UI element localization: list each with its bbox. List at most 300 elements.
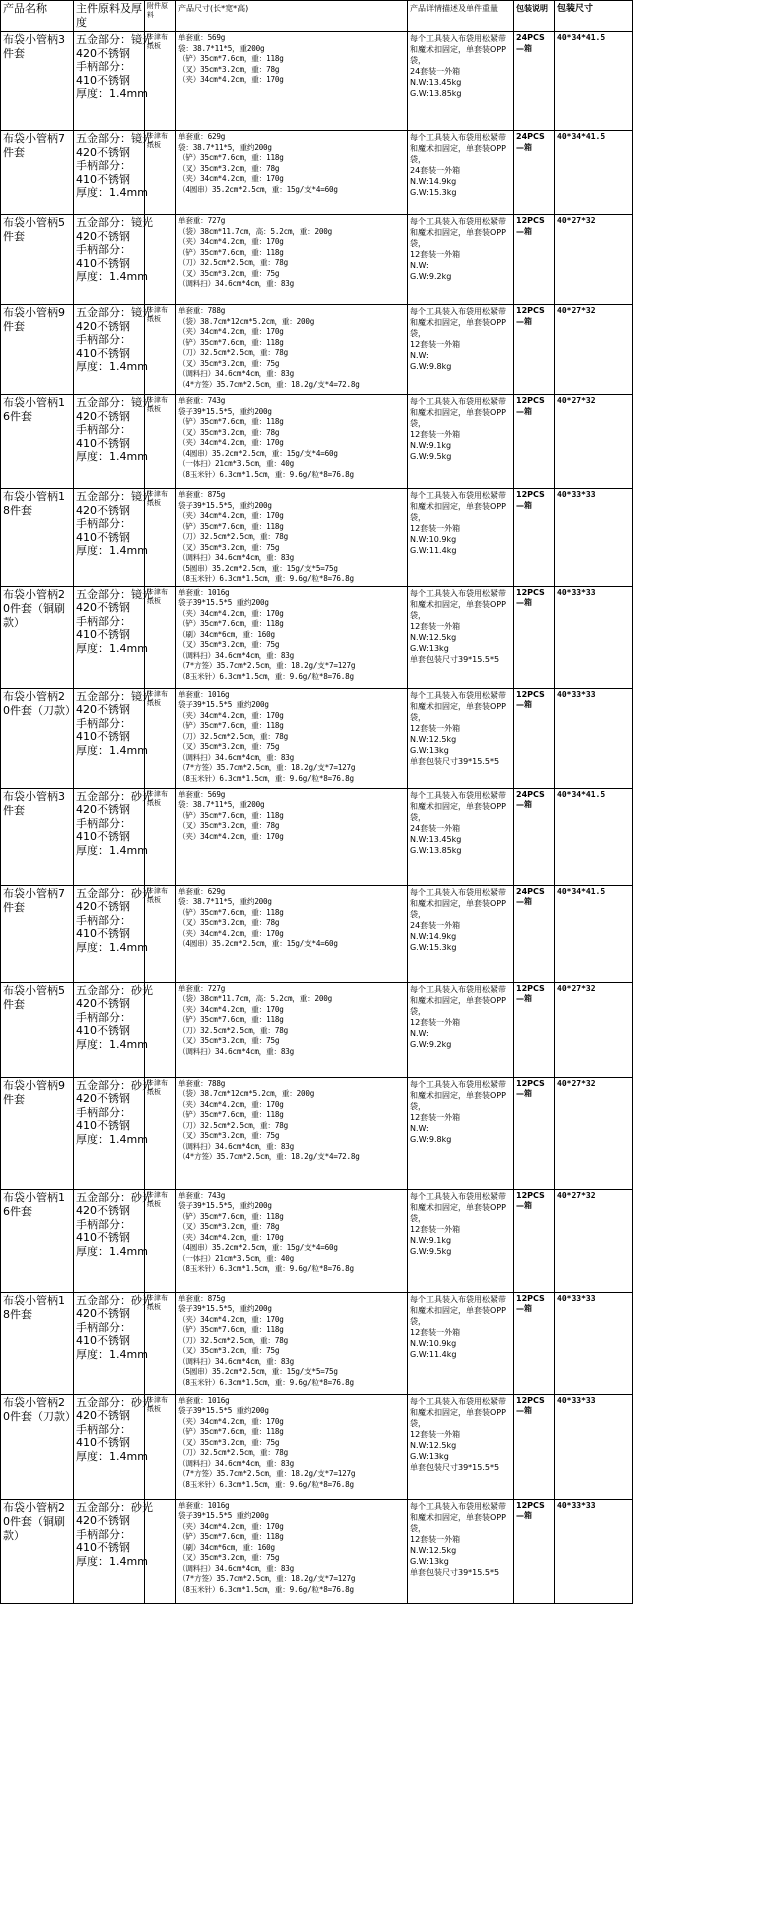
description-cell [408,1499,514,1603]
description-line: 单套包装尺寸39*15.5*5 [410,756,500,766]
material-line: 410不锈钢 [76,73,130,87]
description-line: 12套装一外箱 [410,723,461,733]
product-name: 布袋小管柄20件套（铜刷款） [3,1500,65,1542]
description-cell [408,982,514,1077]
material-cell [74,305,153,395]
carton-dimensions: 40*27*32 [557,1078,596,1088]
size-line: （叉）35cm*3.2cm，重：75g [178,268,280,278]
size-line: 袋子39*15.5*5，重约200g [178,1304,272,1313]
size-line: （铲）35cm*7.6cm，重：118g [178,521,284,531]
material-line: 厚度：1.4mm [76,641,148,655]
material-line: 420不锈钢 [76,601,130,614]
description-cell [408,32,514,131]
product-name-cell [1,215,74,305]
size-line: （铲）35cm*7.6cm，重：118g [178,54,284,63]
header-accessory: 附件原料 [145,1,176,32]
table-row [1,395,633,489]
size-line: （5圆串）35.2cm*2.5cm，重：15g/支*5=75g [178,1367,338,1376]
table-body [1,32,633,1604]
description-line: N.W:13.45kg [410,78,462,87]
size-line: 袋子39*15.5*5，重约200g [178,1201,272,1210]
description-line: 12套装一外箱 [410,1112,461,1122]
size-line: 袋子39*15.5*5 重约200g [178,700,269,709]
description-line: G.W:13.85kg [410,89,462,98]
size-line: （调料扫）34.6cm*4cm，重：83g [178,1141,294,1151]
material-line: 厚度：1.4mm [76,1347,148,1361]
size-line: （刀）32.5cm*2.5cm，重：78g [178,1120,288,1130]
carton-size-cell [555,1189,633,1292]
material-line: 五金部分：镜光 [76,689,153,703]
material-line: 410不锈钢 [76,1334,130,1347]
table-row [1,305,633,395]
description-line: 12套装一外箱 [410,1534,461,1544]
material-line: 手柄部分： [76,1105,131,1119]
product-name-cell [1,586,74,688]
size-line: 袋：38.7*11*5，重约200g [178,142,272,152]
material-line: 厚度：1.4mm [76,1449,148,1463]
accessory-cell [145,489,176,587]
material-line: 410不锈钢 [76,730,130,743]
carton-size-cell [555,586,633,688]
carton-dimensions: 40*27*32 [557,216,596,225]
product-name-cell [1,305,74,395]
size-line: （7*方签）35.7cm*2.5cm，重：18.2g/支*7=127g [178,1574,356,1583]
material-line: 手柄部分： [76,159,131,172]
product-name: 布袋小管柄7件套 [3,132,65,159]
carton-size-cell [555,885,633,982]
size-line: （叉）35cm*3.2cm，重：75g [178,542,280,552]
description-line: G.W:13.85kg [410,845,462,855]
size-line: 单套重：1016g [178,1395,230,1405]
material-line: 410不锈钢 [76,256,130,270]
description-line: G.W:13kg [410,1451,449,1461]
size-cell [176,305,408,395]
carton-size-cell [555,1499,633,1603]
description-line: 12套装一外箱 [410,430,461,439]
product-name-cell [1,788,74,885]
size-line: （铲）35cm*7.6cm，重：118g [178,1015,284,1024]
description-line: G.W:11.4kg [410,1349,457,1359]
table-row [1,1077,633,1189]
size-line: （铲）35cm*7.6cm，重：118g [178,417,284,426]
material-line: 手柄部分： [76,1217,131,1231]
material-cell [74,395,153,489]
accessory-material: 牛津布纸板 [147,1190,168,1208]
accessory-cell [145,131,176,215]
size-line: （夹）34cm*4.2cm，重：170g [178,710,284,720]
size-line: （袋）38.7cm*12cm*5.2cm，重：200g [178,316,315,326]
table-row [1,885,633,982]
size-line: （铲）35cm*7.6cm，重：118g [178,1325,284,1334]
packing-cell [514,586,555,688]
material-cell [74,688,153,788]
size-line: 单套重：743g [178,396,226,405]
description-cell [408,885,514,982]
material-cell [74,586,153,688]
material-cell [74,982,153,1077]
material-line: 厚度：1.4mm [76,1554,148,1568]
material-line: 420不锈钢 [76,803,130,816]
material-line: 420不锈钢 [76,229,130,243]
description-cell [408,305,514,395]
size-line: （叉）35cm*3.2cm，重：78g [178,64,280,74]
size-line: （叉）35cm*3.2cm，重：75g [178,1553,280,1562]
size-line: （叉）35cm*3.2cm，重：78g [178,821,280,830]
size-line: （一体扫）21cm*3.5cm，重：40g [178,459,294,468]
size-line: （叉）35cm*3.2cm，重：78g [178,1222,280,1231]
description-line: 12套装一外箱 [410,1224,461,1234]
material-line: 厚度：1.4mm [76,450,148,463]
size-cell [176,395,408,489]
size-line: 单套重：788g [178,306,226,315]
size-line: （袋）38.7cm*12cm*5.2cm，重：200g [178,1089,315,1098]
material-line: 420不锈钢 [76,1307,130,1320]
material-line: 厚度：1.4mm [76,270,148,283]
table-row [1,32,633,131]
product-name: 布袋小管柄20件套（刀款） [3,1395,76,1423]
material-cell [74,1077,153,1189]
table-row [1,1292,633,1394]
size-line: （调料扫）34.6cm*4cm，重：83g [178,279,294,288]
size-cell [176,1077,408,1189]
material-cell [74,788,153,885]
accessory-material: 牛津布纸板 [147,490,168,507]
description-line: 每个工具装入布袋用松紧带和魔术扣固定，单套装OPP袋， [410,887,506,919]
product-name: 布袋小管柄9件套 [3,306,65,333]
description-line: 24套装一外箱 [410,920,461,930]
size-line: 单套重：569g [178,789,226,799]
accessory-cell [145,788,176,885]
size-cell [176,131,408,215]
description-line: G.W:15.3kg [410,942,457,952]
size-line: （铲）35cm*7.6cm，重：118g [178,153,284,162]
carton-size-cell [555,215,633,305]
product-name-cell [1,1292,74,1394]
description-cell [408,489,514,587]
size-line: （夹）34cm*4.2cm，重：170g [178,511,284,520]
size-line: （调料扫）34.6cm*4cm，重：83g [178,1458,294,1468]
size-cell [176,788,408,885]
carton-dimensions: 40*34*41.5 [557,132,606,141]
product-name: 布袋小管柄18件套 [3,1293,65,1321]
description-line: 每个工具装入布袋用松紧带和魔术扣固定，单套装OPP袋， [410,588,506,620]
packing-quantity: 12PCS—箱 [516,216,545,236]
size-line: （夹）34cm*4.2cm，重：170g [178,831,284,841]
size-line: （调料扫）34.6cm*4cm，重：83g [178,1563,294,1573]
product-name-cell [1,1499,74,1603]
description-line: G.W:15.3kg [410,188,457,197]
product-name: 布袋小管柄5件套 [3,983,65,1011]
size-line: （袋）38cm*11.7cm，高：5.2cm，重：200g [178,226,332,236]
size-line: （调料扫）34.6cm*4cm，重：83g [178,553,294,562]
size-line: （8玉米针）6.3cm*1.5cm，重：9.6g/粒*8=76.8g [178,1377,354,1387]
size-line: （刀）32.5cm*2.5cm，重：78g [178,731,288,741]
size-line: （叉）35cm*3.2cm，重：75g [178,1036,280,1045]
material-cell [74,32,153,131]
description-line: 每个工具装入布袋用松紧带和魔术扣固定，单套装OPP袋， [410,307,506,338]
description-line: 单套包装尺寸39*15.5*5 [410,654,500,664]
description-line: 每个工具装入布袋用松紧带和魔术扣固定，单套装OPP袋， [410,1294,506,1326]
material-line: 五金部分：镜光 [76,587,153,601]
material-line: 手柄部分： [76,913,131,927]
packing-cell [514,885,555,982]
size-line: （夹）34cm*4.2cm，重：170g [178,237,284,246]
material-line: 五金部分：镜光 [76,216,153,229]
material-line: 厚度：1.4mm [76,186,148,199]
description-line: 每个工具装入布袋用松紧带和魔术扣固定，单套装OPP袋， [410,1501,506,1533]
table-row [1,215,633,305]
packing-cell [514,305,555,395]
material-line: 五金部分：砂光 [76,1293,153,1307]
carton-dimensions: 40*33*33 [557,587,596,597]
product-name-cell [1,982,74,1077]
material-line: 五金部分：砂光 [76,1500,153,1514]
carton-size-cell [555,1292,633,1394]
size-line: 单套重：1016g [178,689,230,699]
size-line: （夹）34cm*4.2cm，重：170g [178,1232,284,1242]
table-row [1,788,633,885]
material-line: 五金部分：砂光 [76,1078,153,1092]
material-line: 420不锈钢 [76,900,130,913]
product-name: 布袋小管柄3件套 [3,789,65,817]
description-line: G.W:13kg [410,643,449,653]
packing-cell [514,32,555,131]
carton-dimensions: 40*33*33 [557,1395,596,1405]
size-line: 单套重：875g [178,1293,226,1303]
accessory-material: 牛津布纸板 [147,306,168,323]
material-line: 410不锈钢 [76,927,130,940]
size-line: 袋子39*15.5*5，重约200g [178,500,272,510]
size-line: （4*方签）35.7cm*2.5cm，重：18.2g/支*4=72.8g [178,379,360,389]
description-cell [408,1292,514,1394]
description-line: 每个工具装入布袋用松紧带和魔术扣固定，单套装OPP袋， [410,1396,506,1428]
packing-quantity: 12PCS—箱 [516,490,545,510]
product-name-cell [1,1189,74,1292]
material-line: 厚度：1.4mm [76,743,148,757]
size-line: （叉）35cm*3.2cm，重：75g [178,640,280,649]
size-line: 袋：38.7*11*5，重约200g [178,897,272,906]
size-line: （调料扫）34.6cm*4cm，重：83g [178,1356,294,1366]
description-line: N.W: [410,1123,429,1133]
size-line: （袋）38cm*11.7cm，高：5.2cm，重：200g [178,994,332,1003]
description-line: G.W:9.5kg [410,1246,452,1256]
size-line: 袋子39*15.5*5，重约200g [178,406,272,416]
size-line: 单套重：569g [178,33,226,42]
accessory-material: 牛津布纸板 [147,587,168,605]
description-line: N.W: [410,261,429,270]
description-line: 24套装一外箱 [410,166,461,175]
description-line: G.W:9.8kg [410,1134,452,1144]
packing-cell [514,1189,555,1292]
size-line: （叉）35cm*3.2cm，重：75g [178,1437,280,1447]
size-line: （叉）35cm*3.2cm，重：78g [178,163,280,173]
size-line: （铲）35cm*7.6cm，重：118g [178,337,284,347]
product-name-cell [1,885,74,982]
accessory-cell [145,32,176,131]
carton-dimensions: 40*33*33 [557,689,596,699]
description-line: 12套装一外箱 [410,1327,461,1337]
size-line: （8玉米针）6.3cm*1.5cm，重：9.6g/粒*8=76.8g [178,1479,354,1489]
material-line: 手柄部分： [76,243,131,256]
size-line: （铲）35cm*7.6cm，重：118g [178,907,284,917]
carton-size-cell [555,688,633,788]
size-line: （刀）32.5cm*2.5cm，重：78g [178,532,288,541]
size-line: （8玉米针）6.3cm*1.5cm，重：9.6g/粒*8=76.8g [178,574,354,583]
material-line: 420不锈钢 [76,1092,130,1105]
carton-dimensions: 40*33*33 [557,490,596,499]
material-cell [74,885,153,982]
material-line: 410不锈钢 [76,628,130,641]
material-line: 420不锈钢 [76,1204,130,1217]
size-line: （7*方签）35.7cm*2.5cm，重：18.2g/支*7=127g [178,661,356,670]
description-line: G.W:11.4kg [410,546,457,555]
material-line: 手柄部分： [76,614,131,628]
accessory-material: 牛津布纸板 [147,886,168,904]
table-row [1,489,633,587]
size-cell [176,885,408,982]
accessory-cell [145,395,176,489]
product-name: 布袋小管柄7件套 [3,886,65,914]
description-line: N.W:14.9kg [410,177,457,186]
description-cell [408,688,514,788]
size-line: 单套重：875g [178,490,226,499]
size-line: （8玉米针）6.3cm*1.5cm，重：9.6g/粒*8=76.8g [178,1264,354,1273]
size-line: 袋子39*15.5*5 重约200g [178,1406,269,1415]
size-line: 袋：38.7*11*5，重200g [178,43,265,53]
size-line: （夹）34cm*4.2cm，重：170g [178,608,284,618]
carton-size-cell [555,395,633,489]
material-line: 410不锈钢 [76,530,130,544]
material-line: 五金部分：砂光 [76,1395,153,1409]
size-line: 袋子39*15.5*5 重约200g [178,598,269,607]
material-line: 五金部分：砂光 [76,886,153,900]
size-line: 袋：38.7*11*5，重200g [178,800,265,809]
size-line: （刷）34cm*6cm，重：160g [178,629,275,639]
description-line: G.W:9.8kg [410,362,452,371]
product-name-cell [1,688,74,788]
description-line: N.W:12.5kg [410,1440,457,1450]
product-name-cell [1,131,74,215]
size-line: （调料扫）34.6cm*4cm，重：83g [178,752,294,762]
material-line: 420不锈钢 [76,46,130,60]
carton-size-cell [555,982,633,1077]
accessory-cell [145,1499,176,1603]
packing-quantity: 12PCS—箱 [516,306,545,326]
size-cell [176,688,408,788]
packing-quantity: 12PCS—箱 [516,1293,545,1313]
description-cell [408,1189,514,1292]
size-line: （7*方签）35.7cm*2.5cm，重：18.2g/支*7=127g [178,763,356,772]
material-cell [74,1499,153,1603]
material-line: 手柄部分： [76,816,131,830]
packing-quantity: 24PCS—箱 [516,33,545,53]
accessory-cell [145,688,176,788]
packing-quantity: 12PCS—箱 [516,689,545,709]
description-line: N.W:13.45kg [410,834,462,844]
size-line: （7*方签）35.7cm*2.5cm，重：18.2g/支*7=127g [178,1469,356,1478]
material-line: 410不锈钢 [76,1541,130,1554]
carton-dimensions: 40*27*32 [557,306,596,315]
carton-dimensions: 40*34*41.5 [557,33,606,42]
carton-size-cell [555,32,633,131]
size-line: （4圆串）35.2cm*2.5cm，重：15g/支*4=60g [178,184,338,194]
description-cell [408,788,514,885]
material-cell [74,215,153,305]
size-line: 单套重：727g [178,983,226,993]
size-line: （8玉米针）6.3cm*1.5cm，重：9.6g/粒*8=76.8g [178,671,354,681]
size-cell [176,1292,408,1394]
material-line: 420不锈钢 [76,503,130,517]
material-line: 410不锈钢 [76,1231,130,1244]
material-line: 手柄部分： [76,517,131,530]
material-line: 420不锈钢 [76,145,130,159]
description-line: 每个工具装入布袋用松紧带和魔术扣固定，单套装OPP袋， [410,217,506,248]
description-line: 单套包装尺寸39*15.5*5 [410,1567,500,1577]
accessory-cell [145,1189,176,1292]
carton-size-cell [555,489,633,587]
material-cell [74,1292,153,1394]
size-line: （夹）34cm*4.2cm，重：170g [178,928,284,938]
material-line: 五金部分：镜光 [76,490,153,503]
packing-quantity: 24PCS—箱 [516,789,545,809]
size-line: （铲）35cm*7.6cm，重：118g [178,1532,284,1541]
description-line: 每个工具装入布袋用松紧带和魔术扣固定，单套装OPP袋， [410,984,506,1016]
description-line: N.W:14.9kg [410,931,457,941]
accessory-material: 牛津布纸板 [147,689,168,707]
packing-quantity: 12PCS—箱 [516,1500,545,1520]
accessory-material: 牛津布纸板 [147,33,168,50]
table-row [1,688,633,788]
description-cell [408,395,514,489]
size-line: 单套重：727g [178,216,226,225]
size-line: （叉）35cm*3.2cm，重：78g [178,427,280,437]
size-line: （铲）35cm*7.6cm，重：118g [178,1211,284,1221]
description-line: N.W: [410,1028,429,1038]
size-line: （刀）32.5cm*2.5cm，重：78g [178,348,288,357]
packing-cell [514,1499,555,1603]
carton-dimensions: 40*27*32 [557,1190,596,1200]
description-cell [408,131,514,215]
description-cell [408,586,514,688]
description-line: 12套装一外箱 [410,340,461,349]
material-line: 手柄部分： [76,716,131,730]
material-line: 厚度：1.4mm [76,1132,148,1146]
size-line: （4圆串）35.2cm*2.5cm，重：15g/支*4=60g [178,939,338,948]
description-line: N.W:12.5kg [410,632,457,642]
description-line: 24套装一外箱 [410,67,461,76]
description-line: N.W:9.1kg [410,441,452,450]
header-carton-size: 包装尺寸 [555,1,633,32]
packing-cell [514,1394,555,1499]
header-packing: 包装说明 [514,1,555,32]
size-line: （叉）35cm*3.2cm，重：78g [178,918,280,927]
material-line: 手柄部分： [76,333,131,346]
size-line: （夹）34cm*4.2cm，重：170g [178,327,284,336]
description-line: N.W:9.1kg [410,1235,452,1245]
size-line: （5圆串）35.2cm*2.5cm，重：15g/支*5=75g [178,563,338,573]
packing-cell [514,489,555,587]
material-line: 420不锈钢 [76,1409,130,1422]
description-line: 12套装一外箱 [410,250,461,259]
packing-cell [514,1292,555,1394]
description-line: 每个工具装入布袋用松紧带和魔术扣固定，单套装OPP袋， [410,1191,506,1223]
material-line: 420不锈钢 [76,997,130,1010]
size-line: 单套重：743g [178,1190,226,1200]
material-line: 厚度：1.4mm [76,1244,148,1258]
material-line: 420不锈钢 [76,1514,130,1527]
carton-size-cell [555,1077,633,1189]
size-line: （刷）34cm*6cm，重：160g [178,1542,275,1552]
